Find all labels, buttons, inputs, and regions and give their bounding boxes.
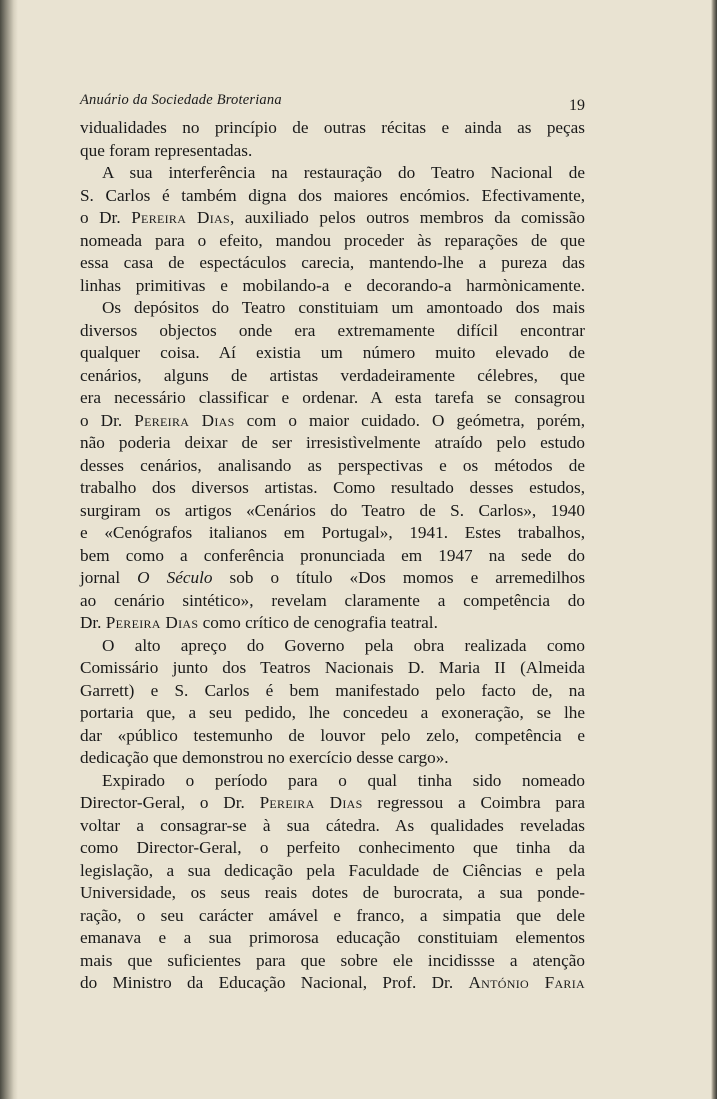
text-segment: linhas primitivas e mobilando-a e decorando-a harmònicamente. [80,275,585,295]
text-line [80,815,585,838]
text-segment: essa casa de espectáculos carecia, mantendo-lhe a pureza das [80,253,585,272]
text-segment: mais que suficientes para que sobre ele incidissse a atenção [80,950,585,970]
text-segment: legislação, a sua dedicação pela Faculdade de Ciências e pela [80,860,585,880]
author-name: Pereira Dias [134,410,235,430]
text-segment: qualquer coisa. Aí existia um número muito elevado de [80,343,585,362]
text-line [80,612,585,635]
text-line [80,635,585,658]
text-line [80,972,585,995]
text-line [80,230,585,253]
text-segment: o Dr. [80,208,132,227]
text-line [80,590,585,613]
text-segment: bem como a conferência pronunciada em 1947 na sede do [80,545,585,565]
author-name: Pereira Dias [131,208,230,227]
text-line [80,455,585,478]
text-segment: cenários, alguns de artistas verdadeiramente célebres, que [80,365,585,385]
text-segment: emanava e a sua primorosa educação constituiam elementos [80,928,585,947]
italic-title: O Século [137,568,213,587]
author-name: Pereira Dias [105,613,199,632]
text-line [80,567,585,590]
text-line [80,320,585,343]
text-segment: O alto apreço do Governo pela obra realizada como [102,635,585,655]
text-segment: portaria que, a seu pedido, lhe concedeu a exoneração, se lhe [80,703,585,722]
text-segment: Os depósitos do Teatro constituiam um amontoado dos mais [102,298,585,317]
text-segment: Universidade, os seus reais dotes de burocrata, a sua ponde- [80,883,585,902]
text-line [80,140,585,163]
text-segment: jornal [80,568,138,587]
text-segment: nomeada para o efeito, mandou proceder às reparações de que [80,230,585,250]
text-segment: Director-Geral, o Dr. [80,793,260,812]
text-segment: como crítico de cenografia teatral. [198,613,438,632]
body-text [80,117,585,995]
text-line [80,185,585,208]
page-shadow-left [0,0,18,1099]
text-line [80,680,585,703]
text-line [80,432,585,455]
author-name: Pereira Dias [259,793,363,812]
text-line [80,477,585,500]
text-segment: Garrett) e S. Carlos é bem manifestado pelo facto de, na [80,680,585,700]
text-segment: desses cenários, analisando as perspectivas e os métodos de [80,455,585,475]
text-segment: sob o título «Dos momos e arremedilhos [212,568,586,587]
text-line [80,207,585,230]
text-segment: diversos objectos onde era extremamente difícil encontrar [80,320,585,340]
text-line [80,117,585,140]
text-line [80,275,585,298]
text-segment: dar «público testemunho de louvor pelo zelo, competência e [80,725,585,745]
text-segment: não poderia deixar de ser irresistìvelmente atraído pelo estudo [80,433,585,452]
text-segment: e «Cenógrafos italianos em Portugal», 1941. Estes trabalhos, [80,523,585,542]
text-line [80,860,585,883]
text-line [80,252,585,275]
text-line [80,950,585,973]
text-segment: ração, o seu carácter amável e franco, a simpatia que dele [80,905,585,925]
page-header [80,92,585,116]
text-segment: que foram representadas. [80,140,253,160]
text-segment: dedicação que demonstrou no exercício desse cargo». [80,748,449,767]
text-segment: o Dr. [80,410,135,430]
text-segment: com o maior cuidado. O geómetra, porém, [234,410,585,430]
text-line [80,297,585,320]
text-segment: , auxiliado pelos outros membros da comissão [230,208,585,227]
text-segment: trabalho dos diversos artistas. Como resultado desses estudos, [80,478,585,497]
text-segment: surgiram os artigos «Cenários do Teatro de S. Carlos», 1940 [80,500,585,520]
text-line [80,905,585,928]
text-segment: Dr. [80,613,106,632]
text-segment: A sua interferência na restauração do Teatro Nacional de [102,163,585,182]
text-line [80,837,585,860]
text-line [80,657,585,680]
author-name: António Faria [468,973,585,992]
text-segment: voltar a consagrar-se à sua cátedra. As qualidades reveladas [80,815,585,835]
text-segment: era necessário classificar e ordenar. A esta tarefa se consagrou [80,388,585,407]
text-line [80,410,585,433]
page-number: 19 [569,97,585,114]
text-line [80,162,585,185]
text-segment: do Ministro da Educação Nacional, Prof. Dr. [80,973,469,992]
page-shadow-right [711,0,717,1099]
text-segment: Comissário junto dos Teatros Nacionais D. Maria II (Almeida [80,658,585,677]
text-line [80,770,585,793]
text-line [80,365,585,388]
text-line [80,792,585,815]
text-line [80,725,585,748]
text-line [80,545,585,568]
text-segment: Expirado o período para o qual tinha sido nomeado [102,770,585,790]
text-line [80,882,585,905]
text-line [80,522,585,545]
text-segment: ao cenário sintético», revelam claramente a competência do [80,590,585,610]
running-title: Anuário da Sociedade Broteriana [80,92,282,108]
text-line [80,747,585,770]
text-segment: S. Carlos é também digna dos maiores encómios. Efectivamente, [80,185,585,205]
text-segment: como Director-Geral, o perfeito conhecimento que tinha da [80,838,585,857]
text-segment: vidualidades no princípio de outras récitas e ainda as peças [80,118,585,137]
text-line [80,387,585,410]
text-line [80,927,585,950]
text-line [80,500,585,523]
text-line [80,702,585,725]
text-line [80,342,585,365]
text-segment: regressou a Coimbra para [362,793,585,812]
